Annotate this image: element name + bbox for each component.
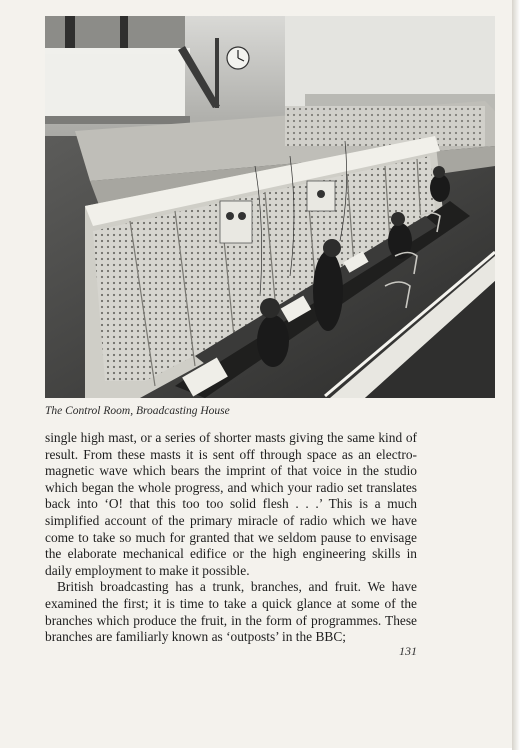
body-text bbox=[45, 430, 417, 646]
control-room-photograph-drawing bbox=[45, 16, 495, 398]
photo-caption: The Control Room, Broadcasting House bbox=[45, 405, 230, 417]
control-room-photograph bbox=[45, 16, 495, 398]
page-edge bbox=[512, 0, 520, 750]
page-number: 131 bbox=[399, 644, 417, 658]
paragraph-1: single high mast, or a series of shorter masts giving the same kind of result. From these masts it is sent off through space as an electro-magnetic wave which bears the imprint of that voice in the studio which began the whole progress, and which your radio set translates back into ‘O! that this too too solid flesh . . .’ This is a much simplified account of the primary miracle of radio which we have come to take so much for granted that we seldom pause to envisage the elaborate mechanical edifice or the high engineering skills in daily employment to make it possible. bbox=[45, 430, 417, 578]
paragraph-2: British broadcasting has a trunk, branches, and fruit. We have examined the first; it is time to take a quick glance at some of the branches which produce the fruit, in the form of programmes. These branches are familiarly known as ‘outposts’ in the BBC; bbox=[45, 579, 417, 645]
